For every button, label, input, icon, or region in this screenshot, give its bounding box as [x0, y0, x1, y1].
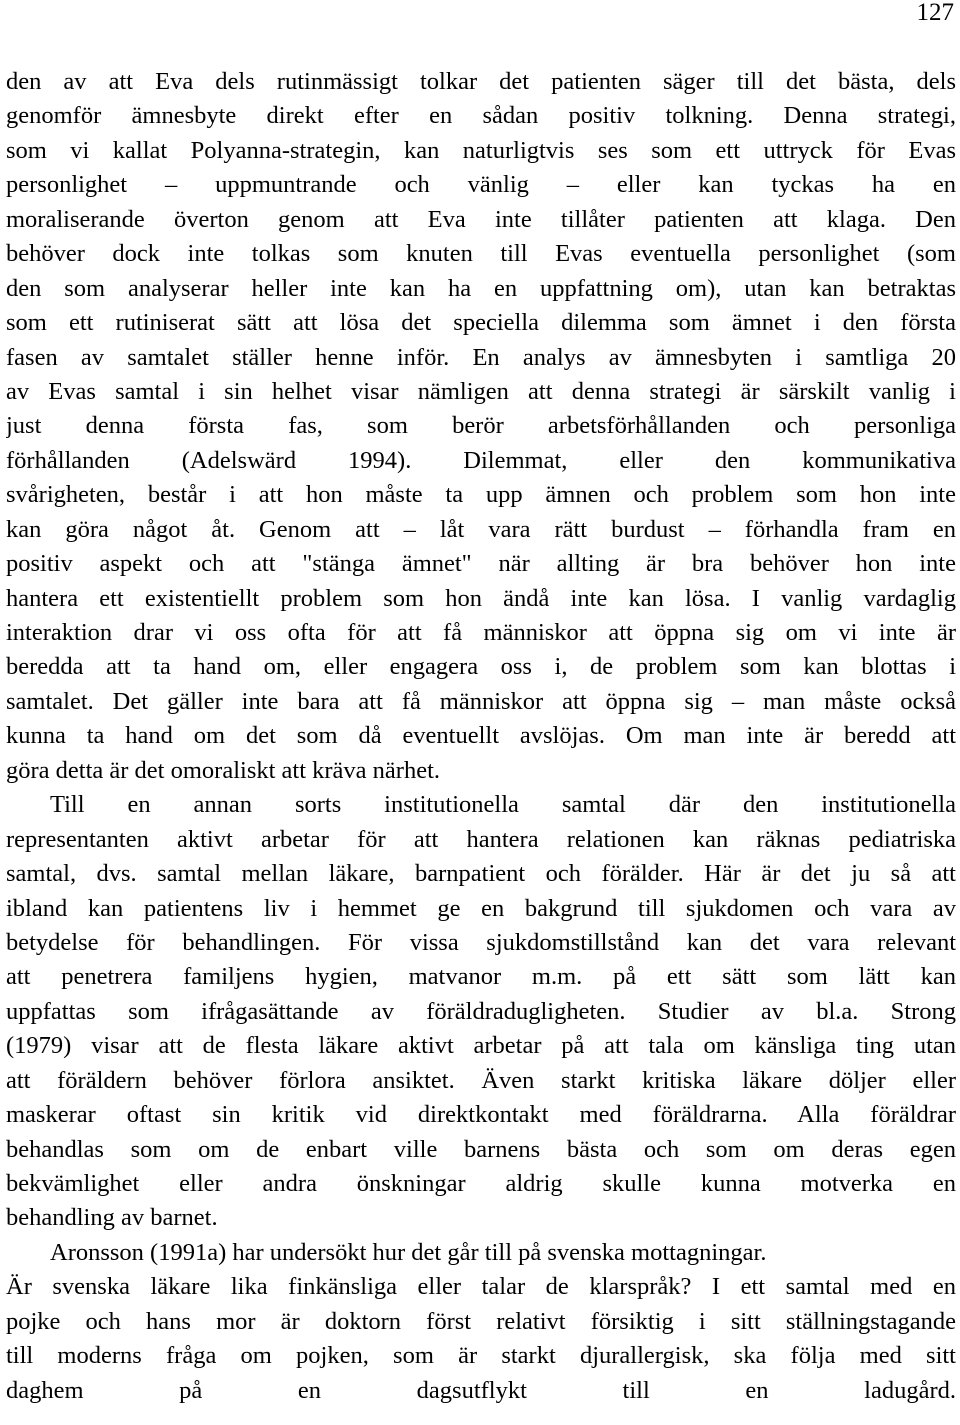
text-line: att föräldern behöver förlora ansiktet. Även starkt kritiska läkare döljer eller [6, 1066, 956, 1094]
text-line: Aronsson (1991a) har undersökt hur det går till på svenska mottagningar. [50, 1238, 767, 1266]
text-line: samtal, dvs. samtal mellan läkare, barnpatient och förälder. Här är det ju så att [6, 860, 956, 888]
text-line: behandlas som om de enbart ville barnens bästa och som om deras egen [6, 1135, 956, 1163]
page-number: 127 [916, 0, 954, 26]
text-line: Till en annan sorts institutionella samtal där den institutionella [50, 791, 956, 819]
body-text [6, 65, 956, 1408]
text-line: som ett rutiniserat sätt att lösa det speciella dilemma som ämnet i den första [6, 309, 956, 337]
text-line: just denna första fas, som berör arbetsförhållanden och personliga [6, 412, 956, 440]
text-line: kan göra något åt. Genom att – låt vara rätt burdust – förhandla fram en [6, 515, 956, 543]
text-line: positiv aspekt och att "stänga ämnet" när allting är bra behöver hon inte [6, 550, 956, 578]
text-line: beredda att ta hand om, eller engagera oss i, de problem som kan blottas i [6, 653, 956, 681]
text-line: (1979) visar att de flesta läkare aktivt arbetar på att tala om känsliga ting utan [6, 1032, 956, 1060]
text-line: moraliserande överton genom att Eva inte tillåter patienten att klaga. Den [6, 205, 956, 233]
text-line: göra detta är det omoraliskt att kräva närhet. [6, 756, 441, 784]
text-line: till moderns fråga om pojken, som är starkt djurallergisk, ska följa med sitt [6, 1342, 956, 1370]
text-line: uppfattas som ifrågasättande av föräldradugligheten. Studier av bl.a. Strong [6, 997, 956, 1025]
text-line: pojke och hans mor är doktorn först relativt försiktig i sitt ställningstagande [6, 1307, 956, 1335]
text-line: som vi kallat Polyanna-strategin, kan naturligtvis ses som ett uttryck för Evas [6, 136, 956, 164]
text-line: av Evas samtal i sin helhet visar nämligen att denna strategi är särskilt vanlig i [6, 377, 956, 405]
text-line: maskerar oftast sin kritik vid direktkontakt med föräldrarna. Alla föräldrar [6, 1101, 956, 1129]
text-line: genomför ämnesbyte direkt efter en sådan positiv tolkning. Denna strategi, [6, 102, 956, 130]
text-line: förhållanden (Adelswärd 1994). Dilemmat, eller den kommunikativa [6, 446, 956, 474]
text-line: hantera ett existentiellt problem som hon ändå inte kan lösa. I vanlig vardaglig [6, 584, 956, 612]
text-line: ibland kan patientens liv i hemmet ge en bakgrund till sjukdomen och vara av [6, 894, 956, 922]
text-line: svårigheten, består i att hon måste ta upp ämnen och problem som hon inte [6, 481, 956, 509]
text-line: behandling av barnet. [6, 1204, 218, 1232]
text-line: personlighet – uppmuntrande och vänlig – eller kan tyckas ha en [6, 171, 956, 199]
text-line: att penetrera familjens hygien, matvanor m.m. på ett sätt som lätt kan [6, 963, 956, 991]
text-line: kunna ta hand om det som då eventuellt avslöjas. Om man inte är beredd att [6, 722, 956, 750]
text-line: den som analyserar heller inte kan ha en uppfattning om), utan kan betraktas [6, 274, 956, 302]
text-line: representanten aktivt arbetar för att hantera relationen kan räknas pediatriska [6, 825, 956, 853]
text-line: den av att Eva dels rutinmässigt tolkar det patienten säger till det bästa, dels [6, 68, 956, 95]
text-line: samtalet. Det gäller inte bara att få människor att öppna sig – man måste också [6, 687, 956, 715]
text-line: bekvämlighet eller andra önskningar aldrig skulle kunna motverka en [6, 1170, 956, 1197]
text-line: behöver dock inte tolkas som knuten till Evas eventuella personlighet (som [6, 240, 956, 268]
text-line: betydelse för behandlingen. För vissa sjukdomstillstånd kan det vara relevant [6, 928, 956, 956]
text-line: fasen av samtalet ställer henne inför. En analys av ämnesbyten i samtliga 20 [6, 343, 956, 371]
text-line: Är svenska läkare lika finkänsliga eller talar de klarspråk? I ett samtal med en [6, 1273, 956, 1301]
text-line: interaktion drar vi oss ofta för att få människor att öppna sig om vi inte är [6, 619, 956, 646]
text-line: daghem på en dagsutflykt till en ladugård. [6, 1376, 956, 1404]
